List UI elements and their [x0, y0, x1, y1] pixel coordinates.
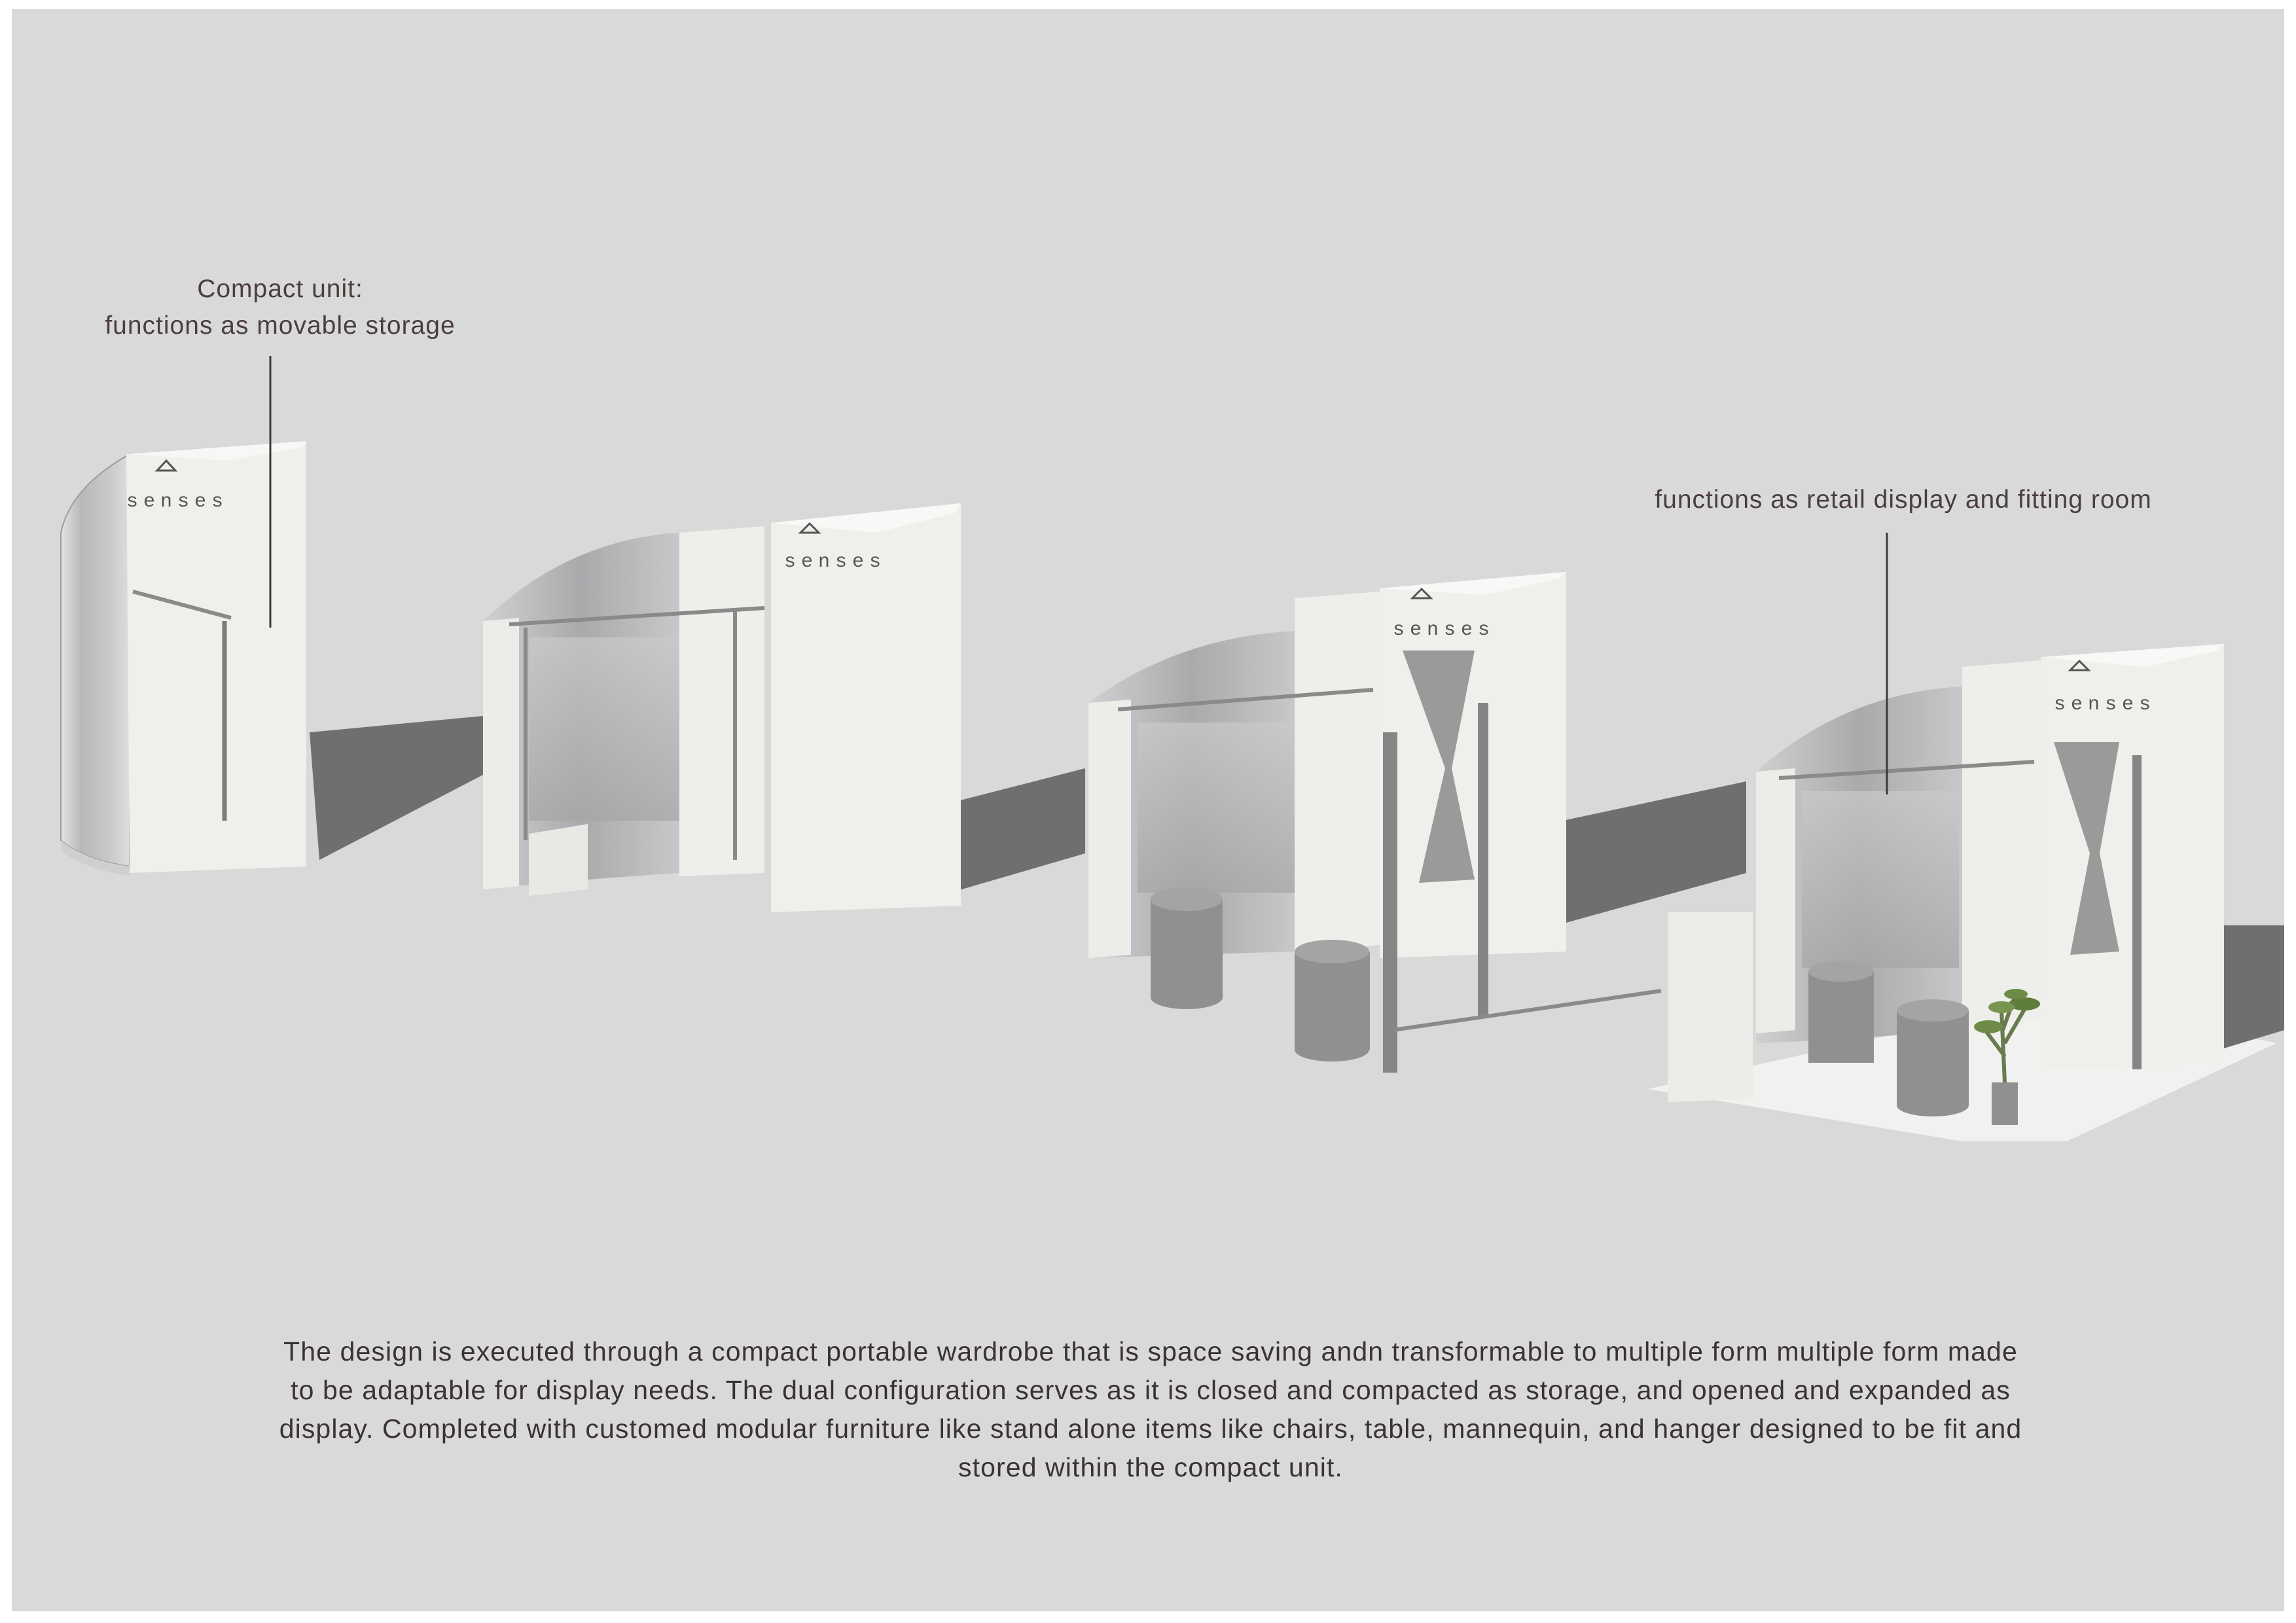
expanded-unit-mannequin-stand-right [1478, 703, 1488, 1017]
retail-unit-inner-wall [1802, 791, 1959, 968]
description-line-4: stored within the compact unit. [958, 1452, 1343, 1482]
retail-unit-mannequin-stand [2132, 755, 2142, 1069]
expanded-unit-left-panel [1088, 700, 1131, 958]
expanded-unit-brand-mark: senses [1393, 619, 1496, 641]
retail-unit-center-panel [1962, 660, 2041, 1027]
opened-unit-seat-block [529, 824, 588, 896]
opened-unit-brand-mark: senses [784, 551, 887, 573]
expanded-unit [1088, 572, 1746, 1073]
opened-unit [483, 503, 1085, 912]
description-line-2: to be adaptable for display needs. The dual configuration serves as it is closed and compacted as storage, and opened and expanded as [291, 1375, 2011, 1405]
description-line-1: The design is executed through a compact portable wardrobe that is space saving andn transformable to multiple form multiple form made [283, 1336, 2018, 1366]
compact-unit-callout-subtitle: functions as movable storage [105, 312, 456, 340]
retail-unit-left-panel [1756, 768, 1795, 1033]
presentation-board [12, 9, 2284, 1611]
expanded-unit-inner-wall [1138, 722, 1295, 893]
opened-unit-inner-wall [529, 637, 686, 821]
opened-unit-center-panel [679, 526, 764, 876]
compact-unit-brand-mark: senses [126, 491, 229, 513]
expanded-unit-center-panel [1295, 592, 1380, 952]
expanded-unit-shadow [1556, 781, 1746, 925]
retail-unit-brand-mark: senses [2054, 694, 2157, 716]
expanded-unit-mannequin-stand [1383, 732, 1397, 1073]
retail-unit-stool-1 [1808, 961, 1874, 1063]
compact-unit [61, 441, 483, 876]
compact-unit-curved-door [61, 454, 130, 866]
design-description [188, 1332, 2113, 1487]
compact-unit-shadow [310, 716, 483, 860]
compact-unit-callout [103, 271, 457, 344]
retail-unit-front-counter [1668, 912, 1753, 1102]
expanded-unit-stool-2 [1295, 940, 1370, 1061]
opened-unit-left-panel [483, 618, 519, 889]
retail-display-unit [1648, 644, 2284, 1141]
retail-unit-stool-2 [1897, 999, 1969, 1116]
expanded-unit-floor-rail [1393, 991, 1661, 1030]
expanded-unit-stool-1 [1151, 887, 1223, 1009]
compact-unit-callout-title: Compact unit: [197, 275, 363, 303]
retail-unit-callout: functions as retail display and fitting room [1655, 486, 2152, 514]
description-line-3: display. Completed with customed modular furniture like stand alone items like chairs, table, mannequin, and hanger designed to be fit and [279, 1414, 2022, 1444]
